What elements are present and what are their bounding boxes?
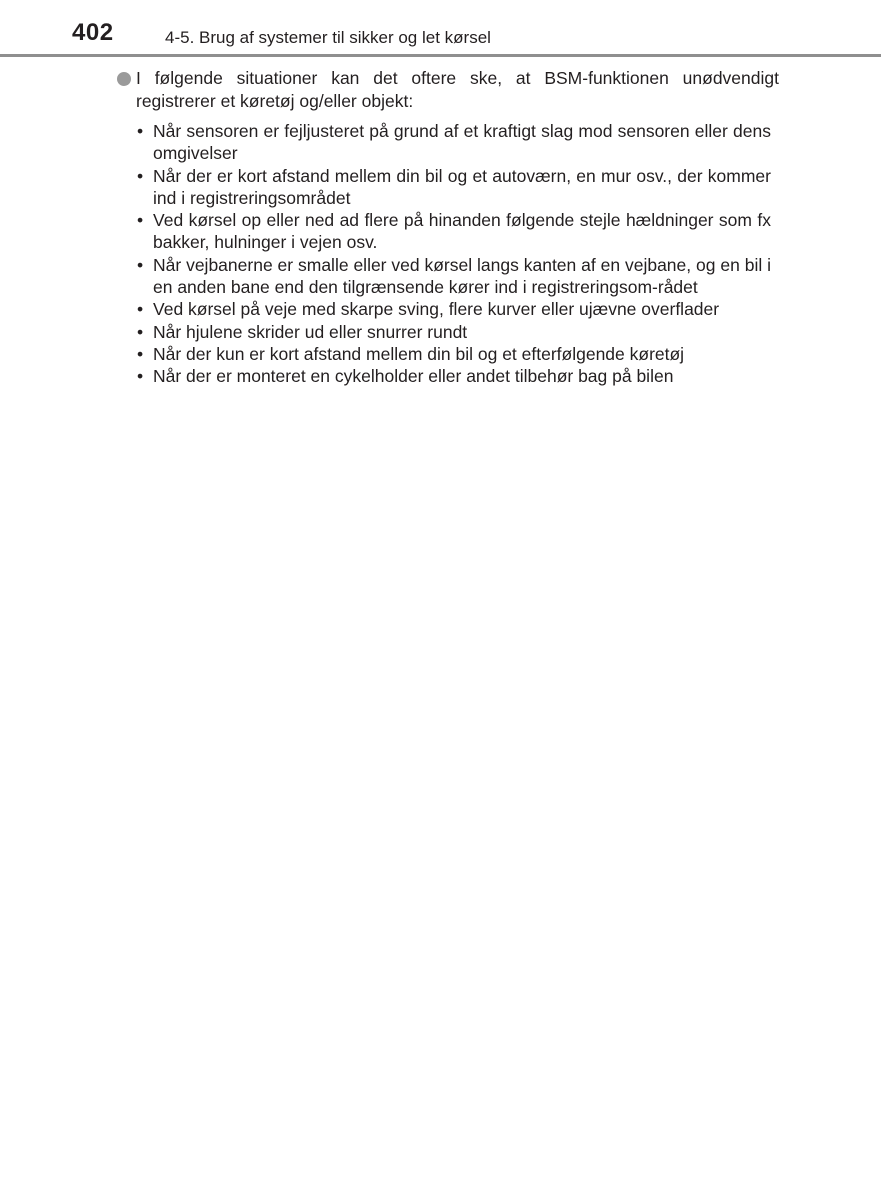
list-item xyxy=(117,254,779,299)
page-number: 402 xyxy=(72,19,114,46)
list-item-text: Når sensoren er fejljusteret på grund af et kraftigt slag mod sensoren eller dens omgivelser xyxy=(153,121,771,164)
bullet-icon: • xyxy=(137,343,144,364)
list-item-text: Når vejbanerne er smalle eller ved kørsel langs kanten af en vejbane, og en bil i en anden bane end den tilgrænsende kører ind i registreringsom-rådet xyxy=(153,254,771,298)
list-item-text: Når der er kort afstand mellem din bil og et autoværn, en mur osv., der kommer ind i registreringsområdet xyxy=(153,165,771,208)
list-item-text: Når der er monteret en cykelholder eller andet tilbehør bag på bilen xyxy=(153,366,674,387)
header-divider xyxy=(0,54,881,57)
list-item xyxy=(117,209,779,254)
list-item xyxy=(117,120,779,165)
page-header xyxy=(0,0,881,60)
bullet-icon: • xyxy=(137,366,144,387)
bullet-icon: • xyxy=(137,165,144,186)
circle-bullet-icon xyxy=(117,72,131,86)
intro-paragraph xyxy=(117,67,779,112)
bullet-icon: • xyxy=(137,210,144,231)
list-item-text: Ved kørsel op eller ned ad flere på hinanden følgende stejle hældninger som fx bakker, hulninger i vejen osv. xyxy=(153,210,771,253)
list-item xyxy=(117,298,779,320)
situation-list xyxy=(117,120,779,388)
list-item xyxy=(117,365,779,387)
page-content xyxy=(117,67,779,388)
intro-text: I følgende situationer kan det oftere ske, at BSM-funktionen unødvendigt registrerer et køretøj og/eller objekt: xyxy=(136,68,779,111)
bullet-icon: • xyxy=(137,321,144,342)
list-item xyxy=(117,321,779,343)
bullet-icon: • xyxy=(137,254,144,275)
list-item-text: Når hjulene skrider ud eller snurrer rundt xyxy=(153,321,468,342)
bullet-icon: • xyxy=(137,299,144,320)
list-item-text: Ved kørsel på veje med skarpe sving, flere kurver eller ujævne overflader xyxy=(153,299,720,320)
list-item-text: Når der kun er kort afstand mellem din bil og et efterfølgende køretøj xyxy=(153,343,685,364)
bullet-icon: • xyxy=(137,121,144,141)
section-title: 4-5. Brug af systemer til sikker og let kørsel xyxy=(165,28,491,47)
list-item xyxy=(117,343,779,365)
list-item xyxy=(117,165,779,210)
